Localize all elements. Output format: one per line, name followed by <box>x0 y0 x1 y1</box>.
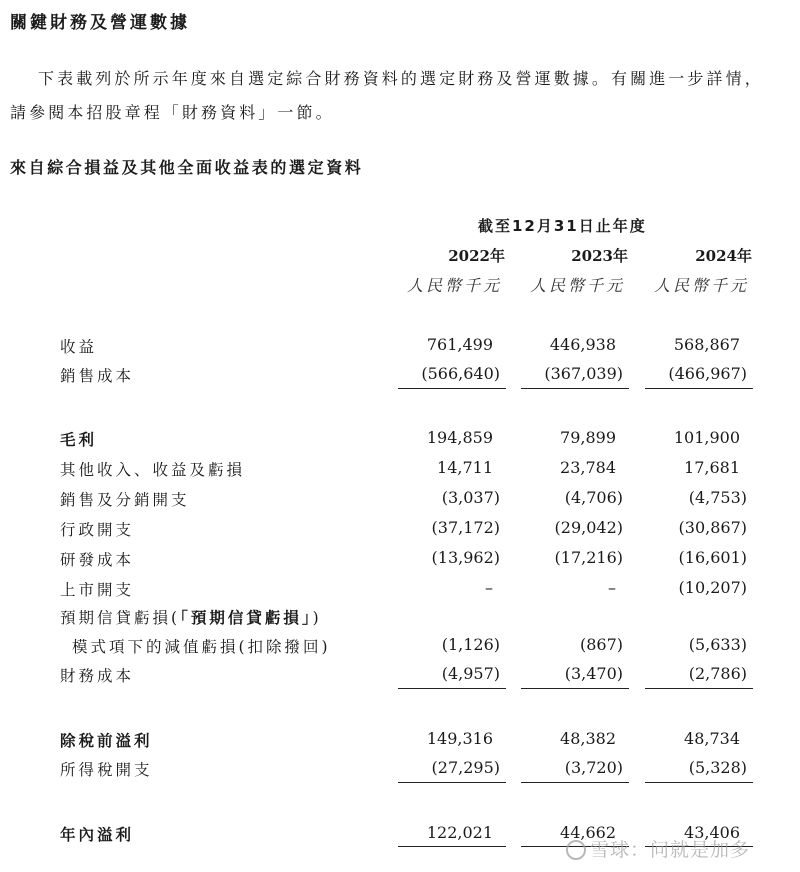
value-2023: (4,706) <box>564 488 623 507</box>
value-2024: 101,900 <box>673 428 740 447</box>
value-2023: (3,470) <box>564 664 623 683</box>
year-header-2022: 2022年 <box>448 247 505 265</box>
row-label: 行政開支 <box>60 521 135 539</box>
value-2022: (27,295) <box>431 758 500 777</box>
value-2023: – <box>608 578 616 597</box>
subtotal-rule <box>398 782 506 783</box>
watermark <box>566 835 750 862</box>
intro-text: 下表載列於所示年度來自選定綜合財務資料的選定財務及營運數據。有關進一步詳情，請參閱本招股章程「財務資料」一節。 <box>10 69 764 122</box>
value-2022: (3,037) <box>441 488 500 507</box>
unit-label-2023: 人民幣千元 <box>529 276 625 295</box>
row-label: 除稅前溢利 <box>60 732 153 750</box>
value-2022: – <box>485 578 493 597</box>
value-2023: 79,899 <box>560 428 616 447</box>
value-2022: (13,962) <box>431 548 500 567</box>
value-2023: 48,382 <box>560 729 616 748</box>
row-label <box>60 606 322 628</box>
table-row-listing-expenses <box>0 578 800 606</box>
unit-label-2024: 人民幣千元 <box>653 276 749 295</box>
subtotal-rule <box>521 782 629 783</box>
value-2022: (1,126) <box>441 635 500 654</box>
value-2023: 23,784 <box>560 458 616 477</box>
table-row-rd-costs <box>0 548 800 576</box>
value-2022: 122,021 <box>426 823 493 842</box>
value-2024: (16,601) <box>678 548 747 567</box>
value-2024: 17,681 <box>684 458 740 477</box>
table-row-revenue <box>0 335 800 363</box>
table-row-profit-before-tax <box>0 729 800 757</box>
row-label: 銷售成本 <box>60 367 135 385</box>
value-2023: 44,662 <box>560 823 616 842</box>
value-2022: 149,316 <box>426 729 493 748</box>
value-2023: (367,039) <box>544 364 623 383</box>
value-2023: (17,216) <box>554 548 623 567</box>
unit-label-2022: 人民幣千元 <box>406 276 502 295</box>
period-header: 截至12月31日止年度 <box>478 217 647 235</box>
value-2022: 761,499 <box>426 335 493 354</box>
value-2024: (5,328) <box>688 758 747 777</box>
subtotal-rule <box>398 388 506 389</box>
table-row-gross-profit <box>0 428 800 456</box>
value-2023: (3,720) <box>564 758 623 777</box>
row-label-part: ) <box>312 609 322 627</box>
row-label: 年內溢利 <box>60 826 135 844</box>
subtotal-rule <box>398 688 506 689</box>
table-row-selling-expenses <box>0 488 800 516</box>
value-2022: 14,711 <box>437 458 493 477</box>
value-2024: 43,406 <box>684 823 740 842</box>
total-rule <box>398 846 506 847</box>
value-2022: (37,172) <box>431 518 500 537</box>
row-label: 其他收入、收益及虧損 <box>60 461 246 479</box>
value-2024: (2,786) <box>688 664 747 683</box>
year-header-2023: 2023年 <box>571 247 628 265</box>
value-2022: (566,640) <box>421 364 500 383</box>
table-row-ecl-line1 <box>0 606 800 634</box>
row-label: 所得稅開支 <box>60 761 153 779</box>
value-2024: 48,734 <box>684 729 740 748</box>
watermark-text: 雪球：问就是加多 <box>590 839 751 861</box>
value-2022: (4,957) <box>441 664 500 683</box>
row-label: 上市開支 <box>60 581 135 599</box>
value-2023: (867) <box>579 635 623 654</box>
subtotal-rule <box>645 782 753 783</box>
value-2024: (10,207) <box>678 578 747 597</box>
year-header-2024: 2024年 <box>695 247 752 265</box>
subtotal-rule <box>521 688 629 689</box>
table-row-ecl-impairment <box>0 635 800 663</box>
table-row-other-income <box>0 458 800 486</box>
intro-paragraph <box>10 62 770 130</box>
value-2023: 446,938 <box>549 335 616 354</box>
table-row-admin-expenses <box>0 518 800 546</box>
row-label: 研發成本 <box>60 551 135 569</box>
value-2024: 568,867 <box>673 335 740 354</box>
row-label: 銷售及分銷開支 <box>60 491 190 509</box>
row-label: 模式項下的減值虧損(扣除撥回) <box>72 638 331 656</box>
subtotal-rule <box>645 388 753 389</box>
value-2023: (29,042) <box>554 518 623 537</box>
table-title: 來自綜合損益及其他全面收益表的選定資料 <box>10 158 364 177</box>
value-2022: 194,859 <box>426 428 493 447</box>
row-label: 收益 <box>60 338 98 356</box>
row-label-emphasis: 「預期信貸虧損」 <box>180 609 313 627</box>
value-2024: (5,633) <box>688 635 747 654</box>
value-2024: (466,967) <box>668 364 747 383</box>
row-label-part: 預期信貸虧損( <box>60 609 181 627</box>
row-label: 財務成本 <box>60 667 135 685</box>
subtotal-rule <box>521 388 629 389</box>
subtotal-rule <box>645 688 753 689</box>
value-2024: (4,753) <box>688 488 747 507</box>
row-label: 毛利 <box>60 431 98 449</box>
value-2024: (30,867) <box>678 518 747 537</box>
section-title: 關鍵財務及營運數據 <box>10 13 190 33</box>
snowball-logo-icon <box>566 840 586 860</box>
